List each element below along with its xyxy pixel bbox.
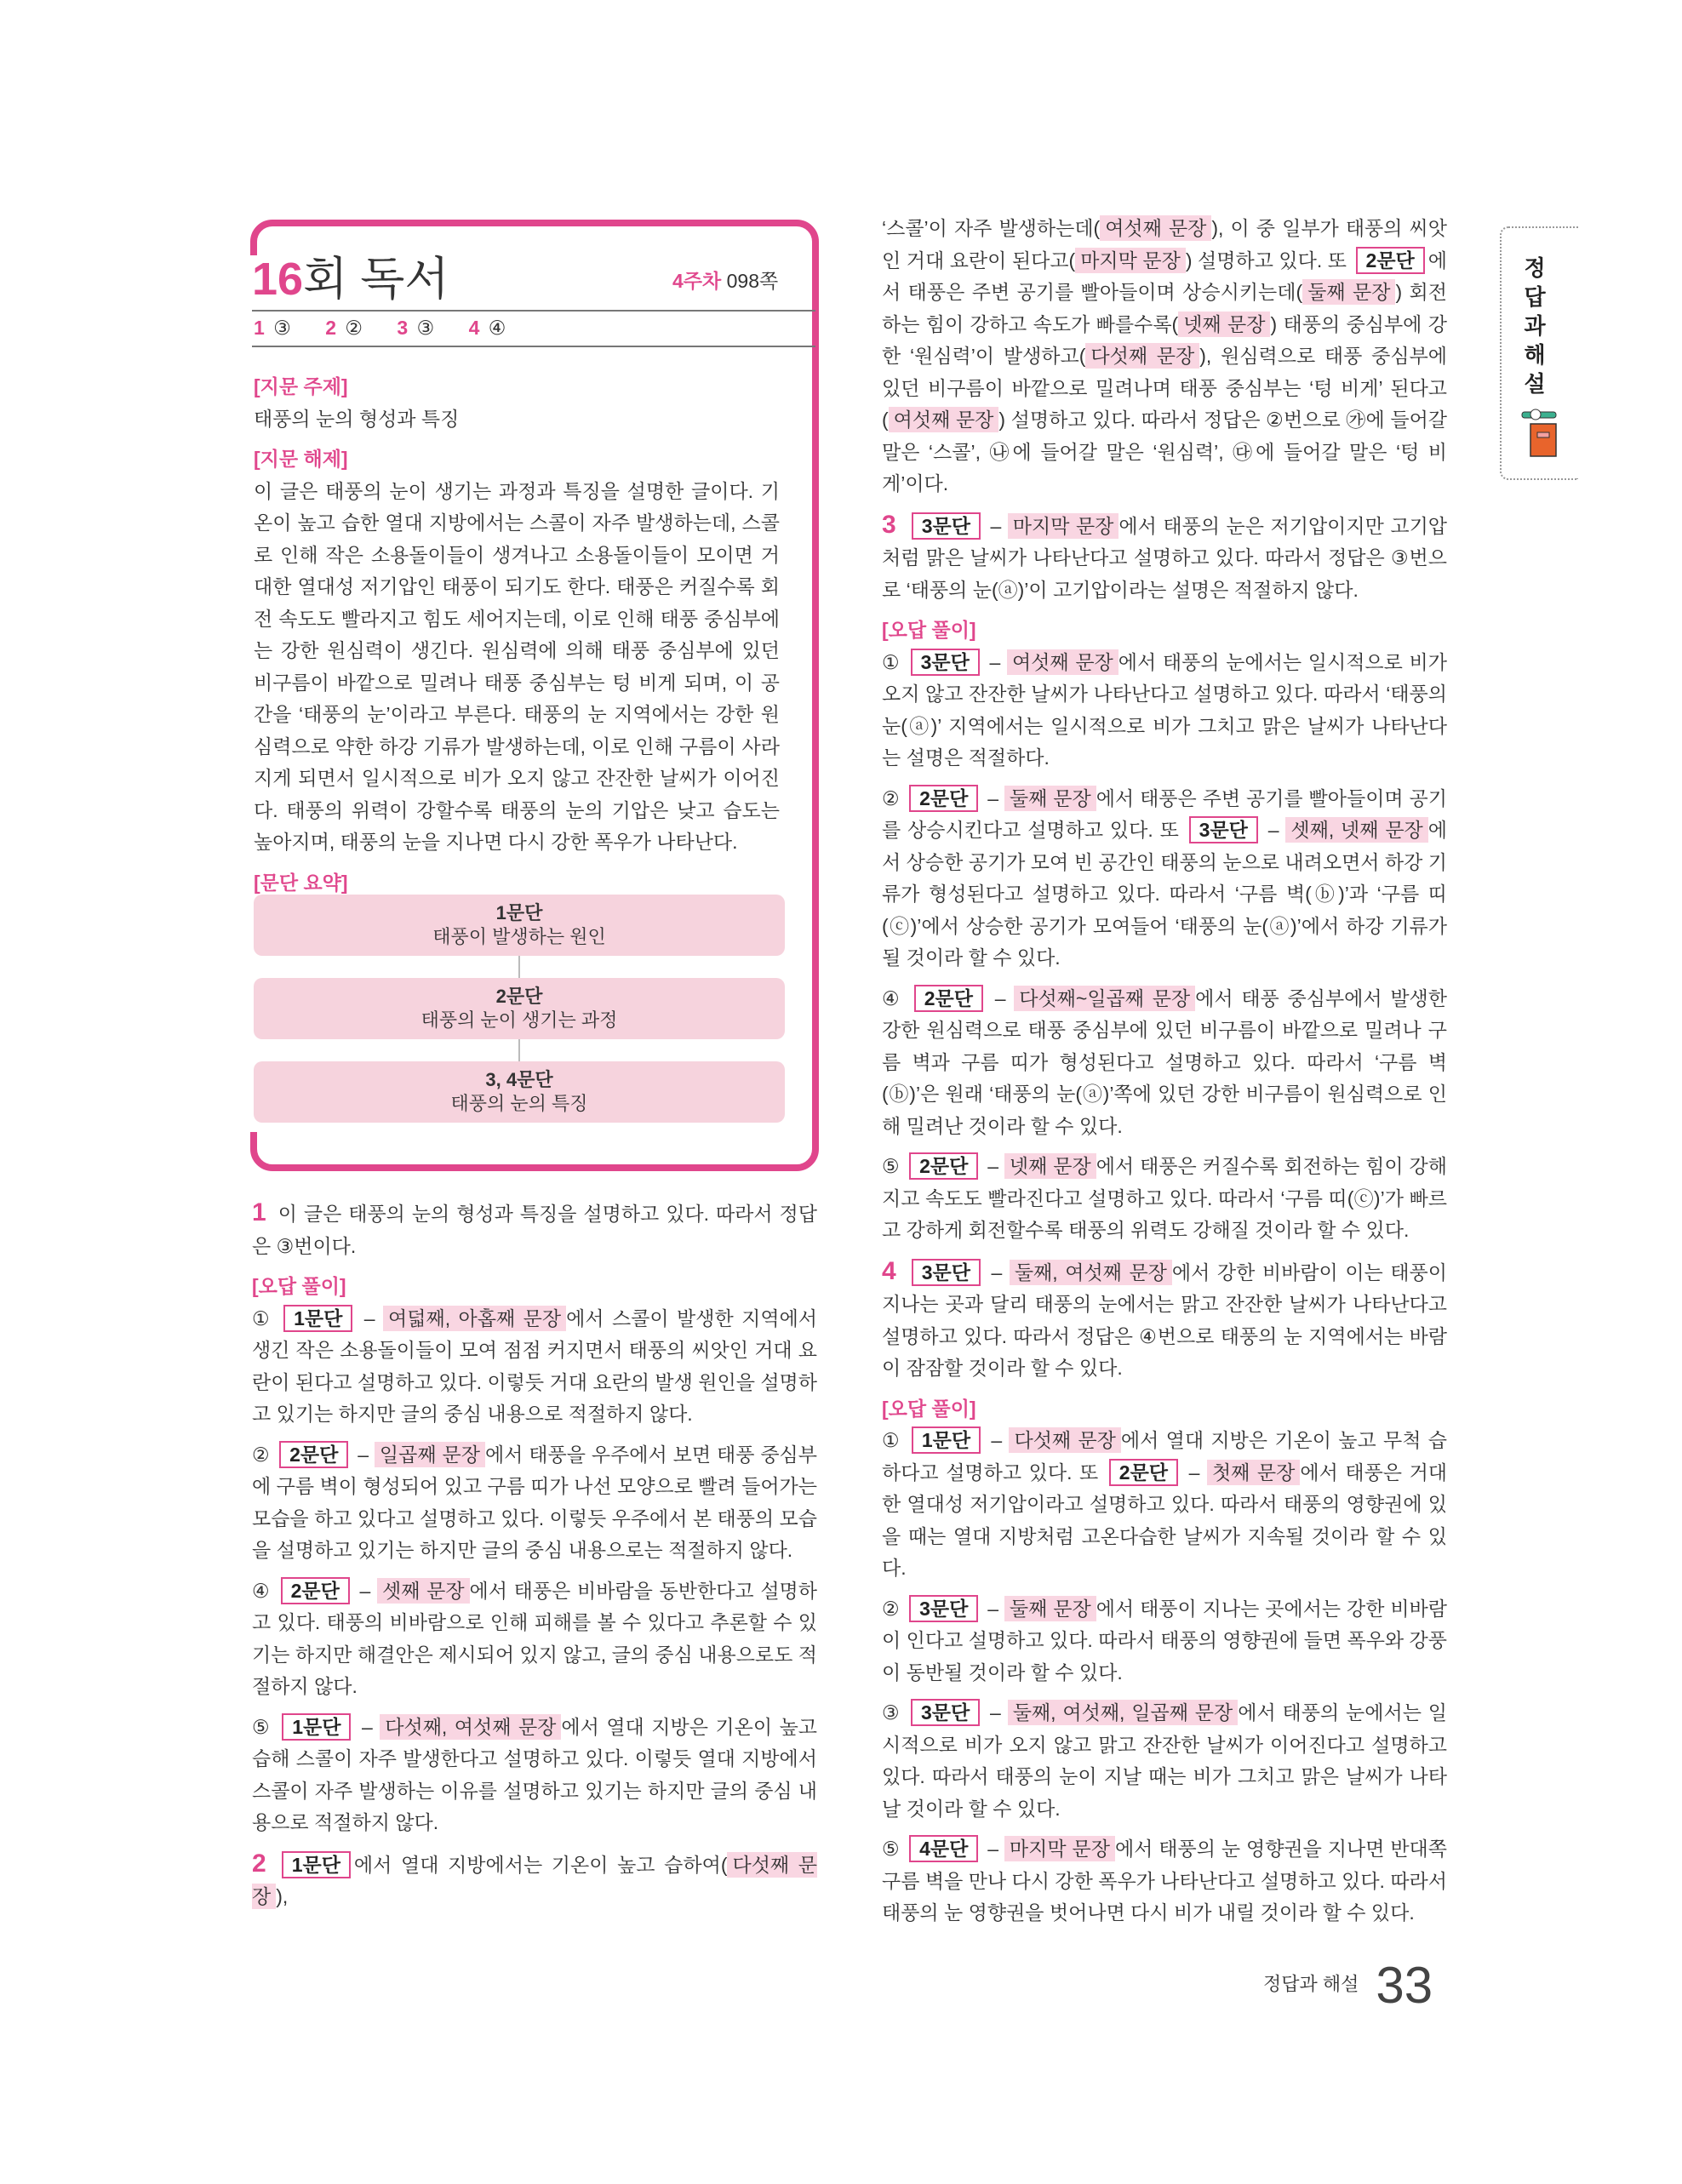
text: ), 원심력으로 태풍 중심부에 있던 비구름이 바깥으로 밀려나며 태풍 중심부는 ‘텅 비게’ 된다고( [882,345,1448,431]
answer-choice: ② [345,317,363,339]
summary-label: [문단 요약] [254,871,348,894]
answer-item [254,317,291,339]
text: – [983,1701,1008,1724]
sentence-highlight: 다섯째 문장 [1085,343,1199,369]
session-number: 16 [252,254,304,305]
passage-info [254,368,780,899]
analysis-label: [지문 해제] [254,448,348,470]
explanation-paragraph [882,1151,1447,1247]
question-number: 2 [252,1849,266,1878]
sentence-highlight: 다섯째 문장 [1009,1427,1120,1453]
explanation-paragraph [882,1255,1447,1385]
side-tab-label: 정답과해설 [1524,255,1546,397]
divider [252,346,815,347]
right-column [882,213,1447,1938]
summary-box [254,978,785,1039]
paragraph-tag: 2문단 [1356,247,1425,274]
explanation-paragraph [252,1848,817,1913]
connector [518,1039,520,1061]
sentence-highlight: 다섯째 문장 [252,1853,817,1907]
session-title: 회 독서 [303,254,449,305]
sentence-highlight: 여덟째, 아홉째 문장 [383,1306,566,1331]
text: 에서 태풍의 눈은 저기압이지만 고기압처럼 맑은 날씨가 나타난다고 설명하고 있다. 따라서 정답은 ③번으로 ‘태풍의 눈(ⓐ)’이 고기압이라는 설명은 적절하지 않다. [882,514,1447,601]
answer-item [325,317,363,339]
text: – [983,1261,1010,1284]
paragraph-tag: 4문단 [909,1835,978,1862]
summary-head: 3, 4문단 [485,1069,553,1090]
paragraph-tag: 1문단 [282,1851,351,1878]
text: ⑤ [252,1715,279,1738]
text: – [984,1429,1010,1451]
answer-choice: ④ [488,317,506,339]
sentence-highlight: 일곱째 문장 [375,1442,485,1467]
sentence-highlight: 둘째 문장 [1004,1596,1096,1621]
question-number: 3 [882,510,896,539]
text: ) 태풍의 중심부에 강한 ‘원심력’이 발생하고( [882,312,1447,367]
explanation-paragraph [882,213,1447,500]
text: – [986,986,1015,1009]
paragraph-tag: 2문단 [909,1152,978,1180]
text: 에서 태풍의 눈 영향권을 지나면 반대쪽 구름 벽을 만나 다시 강한 폭우가 나타난다고 설명하고 있다. 따라서 태풍의 눈 영향권을 벗어나면 다시 비가 내릴 것이라 할 수 있다. [882,1838,1447,1924]
summary-head: 1문단 [495,902,543,923]
sentence-highlight: 셋째, 넷째 문장 [1285,817,1427,843]
text: ③ [882,1701,907,1724]
text: ② [882,786,907,809]
explanation-paragraph [882,1833,1447,1930]
sentence-highlight: 둘째 문장 [1302,279,1395,305]
paragraph-tag: 2문단 [1109,1459,1178,1486]
left-column [252,1197,817,1922]
text: 에서 태풍은 거대한 열대성 저기압이라고 설명하고 있다. 따라서 태풍의 영향권에 있을 때는 열대 지방처럼 고온다습한 날씨가 지속될 것이라 할 수 있다. [882,1461,1448,1579]
text: ‘스콜’이 자주 발생하는데( [882,217,1101,239]
week-label: 4주차 [672,270,722,292]
sentence-highlight: 여섯째 문장 [889,407,999,432]
answer-choice: ③ [416,317,435,339]
text: ) 설명하고 있다. 따라서 정답은 ②번으로 ㉮에 들어갈 말은 ‘스콜’, ㉯에 들어갈 말은 ‘원심력’, ㉰에 들어갈 말은 ‘텅 비게’이다. [882,409,1447,495]
sentence-highlight: 넷째 문장 [1004,1153,1096,1179]
text: – [981,1838,1004,1860]
text: 에서 태풍이 지나는 곳에서는 강한 비바람이 인다고 설명하고 있다. 따라서 태풍의 영향권에 들면 폭우와 강풍이 동반될 것이라 할 수 있다. [882,1597,1447,1684]
text: – [352,1579,377,1602]
text: 에서 상승한 공기가 모여 빈 공간인 태풍의 눈으로 내려오면서 하강 기류가 형성된다고 설명하고 있다. 따라서 ‘구름 벽(ⓑ)’과 ‘구름 띠(ⓒ)’에서 상승한 공기가 모여들어 ‘태풍의 눈(ⓐ)’에서 하강 기류가 될 것이라 할 수 있다. [882,819,1447,969]
summary-text: 태풍의 눈이 생기는 과정 [420,1009,618,1031]
topic-label: [지문 주제] [254,375,348,397]
text: 에서 태풍은 비바람을 동반한다고 설명하고 있다. 태풍의 비바람으로 인해 피해를 볼 수 있다고 추론할 수 있기는 하지만 해결안은 제시되어 있지 않고, 글의 중심 내용으로도 적절하지 않다. [252,1579,817,1697]
text: ), 이 중 일부가 태풍의 씨앗인 거대 요란이 된다고( [882,217,1447,272]
text: – [354,1715,380,1738]
paragraph-tag: 2문단 [909,785,978,812]
summary-text: 태풍이 발생하는 원인 [432,926,606,947]
answer-number: 3 [397,317,409,339]
text: – [356,1306,384,1329]
paragraph-tag: 3문단 [912,512,981,540]
week-reference [672,266,778,294]
text: ① [252,1306,281,1329]
text: – [981,1597,1004,1620]
paragraph-tag: 3문단 [911,1699,980,1726]
summary-head: 2문단 [495,986,543,1007]
text: – [1181,1461,1207,1484]
text: 에서 태풍 중심부에서 발생한 강한 원심력으로 태풍 중심부에 있던 비구름이 바깥으로 밀려나 구름 벽과 구름 띠가 형성된다고 설명하고 있다. 따라서 ‘구름 벽(ⓑ)’은 원래 ‘태풍의 눈(ⓐ)’쪽에 있던 강한 비구름이 원심력으로 인해 밀려난 것이라 할 수 있다. [882,986,1447,1137]
explanation-paragraph [252,1712,817,1839]
answer-number: 4 [468,317,480,339]
sentence-highlight: 첫째 문장 [1207,1460,1300,1485]
footer [1263,1956,1433,2015]
wrong-answer-label: [오답 풀이] [882,1397,976,1420]
text: 에서 스콜이 발생한 지역에서 생긴 작은 소용돌이들이 모여 점점 커지면서 태풍의 씨앗인 거대 요란이 된다고 설명하고 있다. 이렇듯 거대 요란의 발생 원인을 설명하고 있기는 하지만 글의 중심 내용으로 적절하지 않다. [252,1306,818,1425]
text: 이 글은 태풍의 눈의 형성과 특징을 설명하고 있다. 따라서 정답은 ③번이다. [252,1203,817,1257]
text: 에서 태풍은 주변 공기를 빨아들이며 상승시키는데( [882,249,1447,303]
text: 에서 강한 비바람이 이는 태풍이 지나는 곳과 달리 태풍의 눈에서는 맑고 잔잔한 날씨가 나타난다고 설명하고 있다. 따라서 정답은 ④번으로 태풍의 눈 지역에서는 바람이 잠잠할 것이라 할 수 있다. [882,1261,1447,1379]
text: 에서 태풍은 커질수록 회전하는 힘이 강해지고 속도도 빨라진다고 설명하고 있다. 따라서 ‘구름 띠(ⓒ)’가 빠르고 강하게 회전할수록 태풍의 위력도 강해질 것이라 할 수 있다. [882,1155,1447,1241]
text: 에서 열대 지방에서는 기온이 높고 습하여( [353,1853,728,1876]
explanation-paragraph [882,1593,1447,1689]
text: ① [882,1429,908,1451]
analysis-text: 이 글은 태풍의 눈이 생기는 과정과 특징을 설명한 글이다. 기온이 높고 습한 열대 지방에서는 스콜이 자주 발생하는데, 스콜로 인해 작은 소용돌이들이 생겨나고 소용돌이들이 모이면 거대한 열대성 저기압인 태풍이 되기도 한다. 태풍은 커질수록 회전 속도도 빨라지고 힘도 세어지는데, 이로 인해 태풍 중심부에는 강한 원심력이 생긴다. 원심력에 의해 태풍 중심부에 있던 비구름이 바깥으로 밀려나 태풍 중심부는 텅 비게 되며, 이 공간을 ‘태풍의 눈’이라고 부른다. 태풍의 눈 지역에서는 강한 원심력으로 약한 하강 기류가 발생하는데, 이로 인해 구름이 사라지게 되면서 일시적으로 비가 오지 않고 잔잔한 날씨가 이어진다. 태풍의 위력이 강할수록 태풍의 눈의 기압은 낮고 습도는 높아지며, 태풍의 눈을 지나면 다시 강한 폭우가 나타난다. [254,479,780,853]
paragraph-tag: 1문단 [282,1713,351,1741]
text: 에서 열대 지방은 기온이 높고 습해 스콜이 자주 발생한다고 설명하고 있다. 이렇듯 열대 지방에서 스콜이 자주 발생하는 이유를 설명하고 있기는 하지만 글의 중심 내용으로 적절하지 않다. [252,1715,818,1833]
sentence-highlight: 둘째 문장 [1004,786,1096,811]
explanation-paragraph [882,983,1447,1143]
sentence-highlight: 여섯째 문장 [1100,215,1211,241]
footer-label: 정답과 해설 [1263,1973,1359,1995]
sentence-highlight: 둘째, 여섯째 문장 [1010,1260,1172,1285]
explanation-paragraph [882,647,1447,775]
answer-row [254,317,531,340]
text: – [352,1443,375,1466]
text: ), [276,1885,289,1907]
summary-text: 태풍의 눈의 특징 [450,1093,588,1114]
topic-text: 태풍의 눈의 형성과 특징 [254,407,460,430]
paragraph-tag: 2문단 [914,985,983,1012]
explanation-paragraph [882,509,1447,607]
sentence-highlight: 넷째 문장 [1178,312,1270,337]
text: – [981,786,1004,809]
paragraph-tag: 3문단 [911,649,980,676]
text: 에서 열대 지방은 기온이 높고 무척 습하다고 설명하고 있다. 또 [882,1429,1447,1484]
answer-item [397,317,434,339]
explanation-paragraph [252,1197,817,1262]
answer-number: 1 [254,317,265,339]
sentence-highlight: 다섯째, 여섯째 문장 [380,1714,561,1740]
answer-choice: ③ [273,317,291,339]
explanation-paragraph [882,1697,1447,1825]
explanation-paragraph [882,1425,1447,1585]
paragraph-tag: 3문단 [912,1259,981,1286]
text: ) 회전하는 힘이 강하고 속도가 빠를수록( [882,281,1447,335]
answer-item [469,317,506,339]
text: ④ [882,986,911,1009]
paragraph-tag: 1문단 [912,1426,981,1454]
connector [518,956,520,978]
sentence-highlight: 마지막 문장 [1075,248,1186,273]
paragraph-tag: 2문단 [279,1441,348,1468]
text: ② [882,1597,907,1620]
paragraph-tag: 2문단 [281,1577,350,1604]
text: 에서 태풍은 주변 공기를 빨아들이며 공기를 상승시킨다고 설명하고 있다. 또 [882,786,1447,841]
sentence-highlight: 셋째 문장 [377,1578,470,1604]
paragraph-tag: 3문단 [1189,816,1258,843]
sentence-highlight: 마지막 문장 [1004,1836,1115,1861]
summary-box [254,1061,785,1123]
paragraph-tag: 1문단 [283,1305,352,1332]
question-number: 1 [252,1198,266,1226]
explanation-paragraph [252,1575,817,1703]
page-reference: 098쪽 [726,270,779,292]
text: ④ [252,1579,277,1602]
sentence-highlight: 여섯째 문장 [1007,649,1118,675]
text: 에서 태풍의 눈에서는 일시적으로 비가 오지 않고 맑고 잔잔한 날씨가 이어진다고 설명하고 있다. 따라서 태풍의 눈이 지날 때는 비가 그치고 맑은 날씨가 나타날 것이라 할 수 있다. [882,1701,1448,1820]
text: – [981,1155,1004,1177]
page-title [252,243,449,308]
text: ) 설명하고 있다. 또 [1185,249,1353,272]
sentence-highlight: 둘째, 여섯째, 일곱째 문장 [1008,1700,1239,1725]
text: – [1261,819,1286,841]
sentence-highlight: 다섯째~일곱째 문장 [1014,986,1195,1011]
explanation-paragraph [882,783,1447,975]
text: – [982,650,1007,673]
page-number: 33 [1376,1957,1433,2014]
text: – [983,514,1008,537]
text: ① [882,650,907,673]
text: ⑤ [882,1155,907,1177]
wrong-answer-label: [오답 풀이] [882,619,976,641]
explanation-paragraph [252,1439,817,1567]
question-number: 4 [882,1256,896,1285]
text: ⑤ [882,1838,907,1860]
paragraph-tag: 3문단 [909,1595,978,1622]
text: ② [252,1443,277,1466]
sentence-highlight: 마지막 문장 [1008,513,1119,539]
wrong-answer-label: [오답 풀이] [252,1275,346,1297]
text: 에서 태풍의 눈에서는 일시적으로 비가 오지 않고 잔잔한 날씨가 나타난다고 설명하고 있다. 따라서 ‘태풍의 눈(ⓐ)’ 지역에서는 일시적으로 비가 그치고 맑은 날씨가 나타난다는 설명은 적절하다. [882,650,1447,769]
answer-number: 2 [325,317,336,339]
summary-box [254,895,785,956]
divider [252,310,815,312]
text: 에서 태풍을 우주에서 보면 태풍 중심부에 구름 벽이 형성되어 있고 구름 띠가 나선 모양으로 빨려 들어가는 모습을 하고 있다고 설명하고 있다. 이렇듯 우주에서 본 태풍의 모습을 설명하고 있기는 하지만 글의 중심 내용으로는 적절하지 않다. [252,1443,817,1561]
pencil-book-icon [1520,400,1563,460]
explanation-paragraph [252,1303,817,1431]
